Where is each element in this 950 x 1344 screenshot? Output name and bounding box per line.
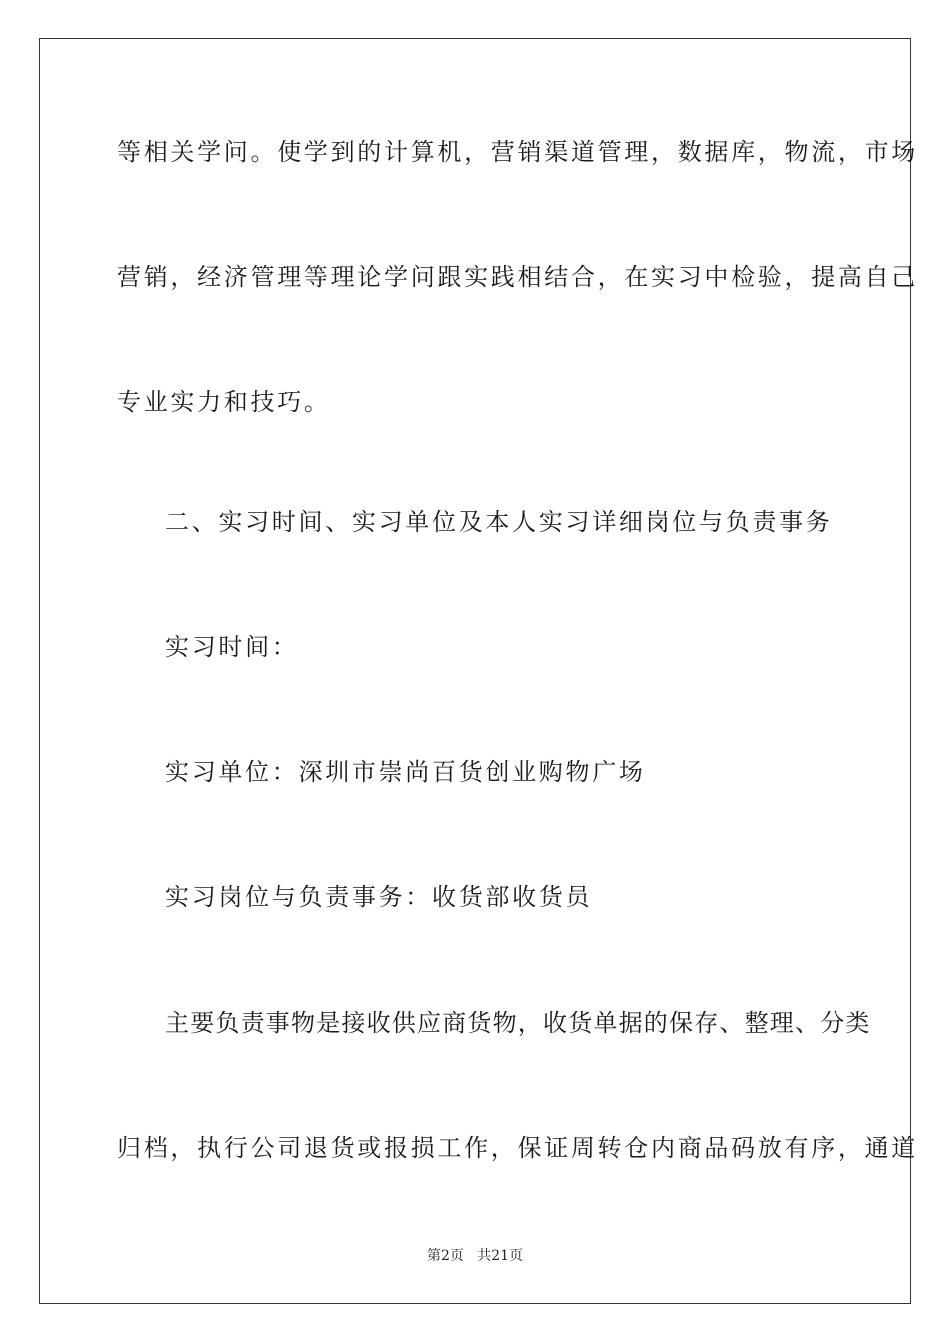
paragraph-line-9: 归档，执行公司退货或报损工作，保证周转仓内商品码放有序，通道 xyxy=(117,1134,918,1162)
internship-unit-line: 实习单位：深圳市崇尚百货创业购物广场 xyxy=(165,758,646,786)
page-border xyxy=(39,38,918,1304)
paragraph-line-1: 等相关学问。使学到的计算机，营销渠道管理，数据库，物流，市场 xyxy=(117,138,918,166)
paragraph-line-3: 专业实力和技巧。 xyxy=(117,388,331,416)
internship-time-label: 实习时间： xyxy=(165,633,299,661)
internship-position-line: 实习岗位与负责事务：收货部收货员 xyxy=(165,883,593,911)
section-heading: 二、实习时间、实习单位及本人实习详细岗位与负责事务 xyxy=(165,508,833,536)
page-number-footer: 第2页 共21页 xyxy=(426,1248,524,1264)
paragraph-line-8: 主要负责事物是接收供应商货物，收货单据的保存、整理、分类 xyxy=(165,1009,871,1037)
paragraph-line-2: 营销，经济管理等理论学问跟实践相结合，在实习中检验，提高自己 xyxy=(117,263,918,291)
